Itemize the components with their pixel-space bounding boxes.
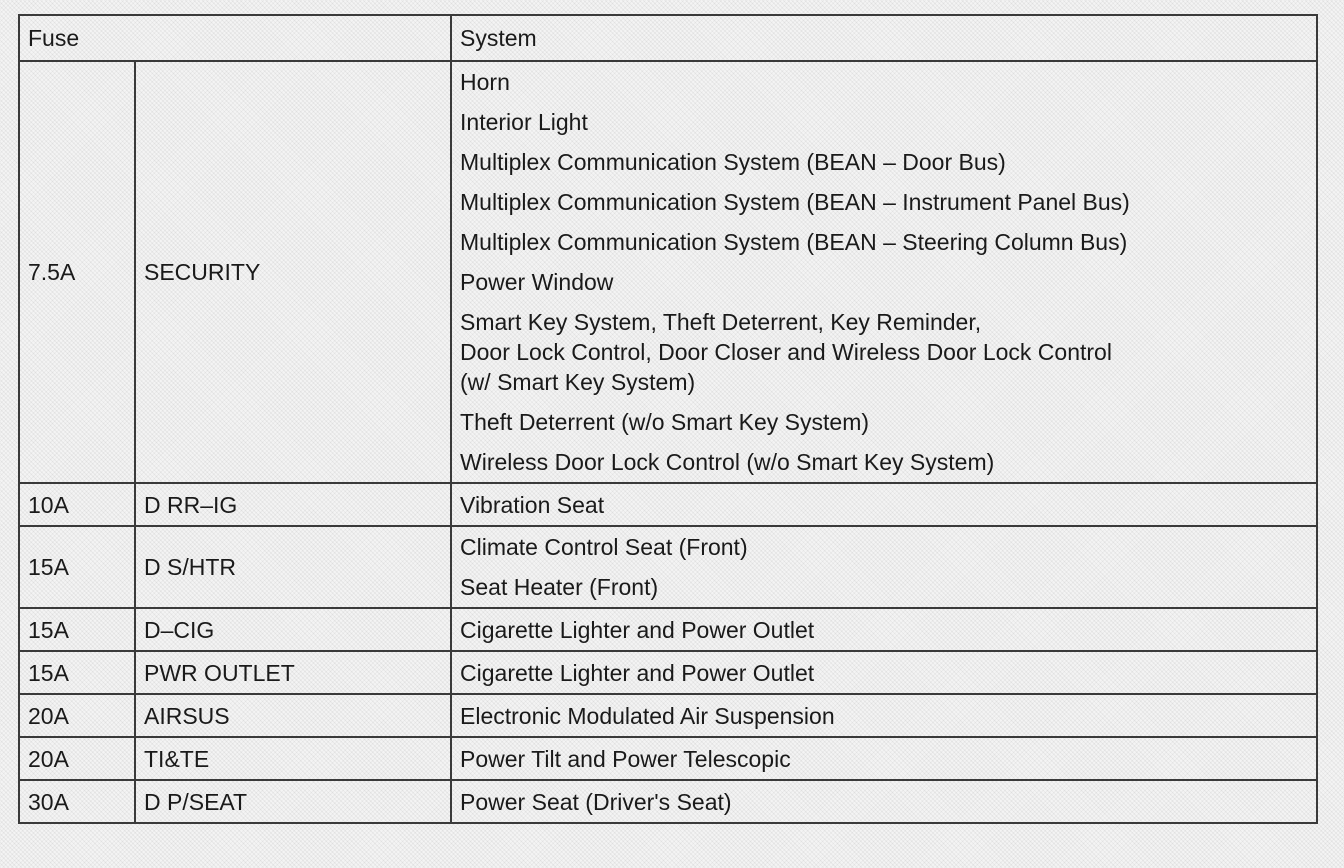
fuse-amp: 15A	[19, 526, 135, 608]
table-row	[19, 651, 1317, 694]
system-item: Horn	[460, 69, 510, 95]
fuse-amp: 7.5A	[19, 61, 135, 483]
fuse-name: TI&TE	[135, 737, 451, 780]
fuse-amp: 15A	[19, 608, 135, 651]
system-item: Power Tilt and Power Telescopic	[451, 737, 1317, 780]
table-row	[19, 694, 1317, 737]
system-item: Electronic Modulated Air Suspension	[451, 694, 1317, 737]
system-item: Power Seat (Driver's Seat)	[451, 780, 1317, 823]
fuse-table	[18, 14, 1318, 824]
system-item: Theft Deterrent (w/o Smart Key System)	[460, 409, 870, 435]
fuse-amp: 15A	[19, 651, 135, 694]
system-list	[451, 61, 1317, 483]
header-fuse: Fuse	[19, 15, 451, 61]
system-item: Multiplex Communication System (BEAN – Door Bus)	[460, 149, 1006, 175]
system-item-line: Smart Key System, Theft Deterrent, Key Reminder,	[460, 309, 982, 335]
system-item: Vibration Seat	[451, 483, 1317, 526]
system-item-line: (w/ Smart Key System)	[460, 369, 696, 395]
system-item: Power Window	[460, 269, 614, 295]
fuse-amp: 20A	[19, 737, 135, 780]
system-item-multiline	[460, 302, 1316, 402]
table-header-row	[19, 15, 1317, 61]
fuse-amp: 30A	[19, 780, 135, 823]
fuse-name: D P/SEAT	[135, 780, 451, 823]
fuse-name: D–CIG	[135, 608, 451, 651]
fuse-name: SECURITY	[135, 61, 451, 483]
table-row	[19, 526, 1317, 608]
fuse-amp: 10A	[19, 483, 135, 526]
table-row	[19, 737, 1317, 780]
system-item: Seat Heater (Front)	[460, 574, 659, 600]
header-system: System	[451, 15, 1317, 61]
system-item: Multiplex Communication System (BEAN – Steering Column Bus)	[460, 229, 1128, 255]
table-row	[19, 61, 1317, 483]
fuse-name: PWR OUTLET	[135, 651, 451, 694]
system-item-line: Door Lock Control, Door Closer and Wireless Door Lock Control	[460, 339, 1112, 365]
table-row	[19, 483, 1317, 526]
system-item: Cigarette Lighter and Power Outlet	[451, 608, 1317, 651]
fuse-amp: 20A	[19, 694, 135, 737]
system-item: Multiplex Communication System (BEAN – Instrument Panel Bus)	[460, 189, 1130, 215]
table-row	[19, 780, 1317, 823]
system-item: Interior Light	[460, 109, 588, 135]
fuse-name: D S/HTR	[135, 526, 451, 608]
system-list	[451, 526, 1317, 608]
system-item: Wireless Door Lock Control (w/o Smart Key System)	[460, 449, 995, 475]
system-item: Cigarette Lighter and Power Outlet	[451, 651, 1317, 694]
fuse-name: D RR–IG	[135, 483, 451, 526]
fuse-name: AIRSUS	[135, 694, 451, 737]
system-item: Climate Control Seat (Front)	[460, 534, 748, 560]
table-row	[19, 608, 1317, 651]
